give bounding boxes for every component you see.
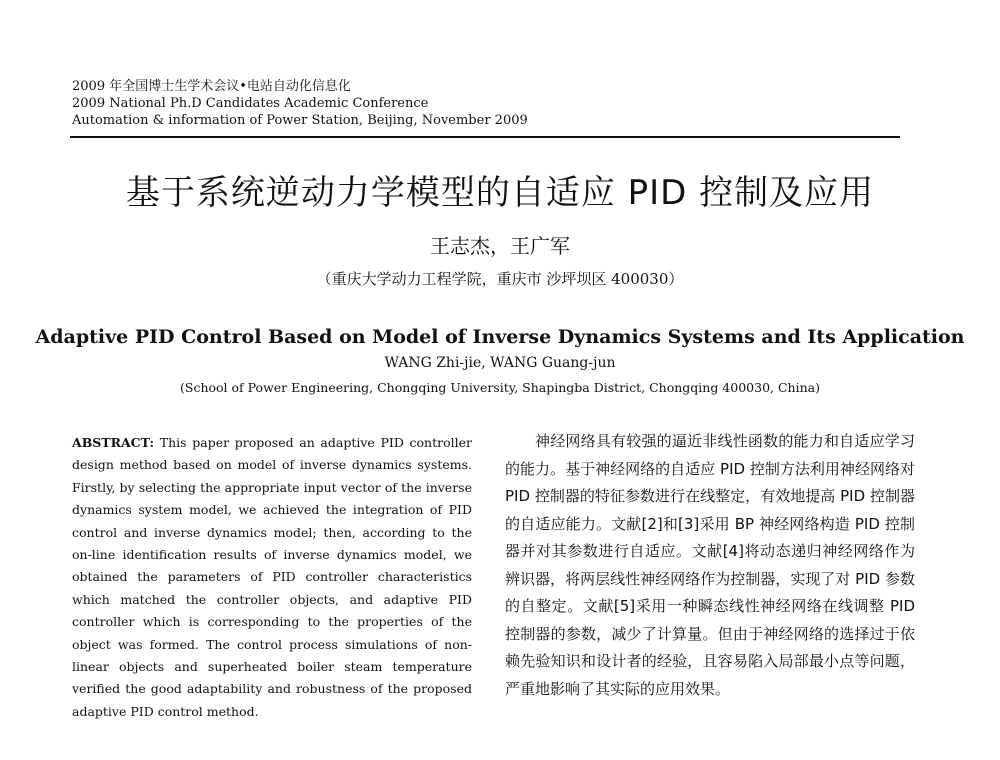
conference-venue: Automation & information of Power Station, Beijing, November 2009 [72, 113, 528, 128]
conference-line-en: 2009 National Ph.D Candidates Academic Conference [72, 96, 429, 111]
paper-title-cn: 基于系统逆动力学模型的自适应 PID 控制及应用 [125, 173, 875, 213]
authors-cn: 王志杰，王广军 [430, 234, 570, 258]
affiliation-cn: （重庆大学动力工程学院，重庆市 沙坪坝区 400030） [316, 270, 684, 288]
abstract [72, 432, 472, 723]
conference-line-cn: 2009 年全国博士生学术会议•电站自动化信息化 [72, 79, 351, 94]
authors-en: WANG Zhi-jie, WANG Guang-jun [384, 355, 616, 371]
conference-header [72, 78, 528, 129]
abstract-text: This paper proposed an adaptive PID controller design method based on model of inverse dynamics systems. Firstly, by selecting the appropriate input vector of the inverse dynamics system model, we achieved the integration of PID control and inverse dynamics model; then, according to the on-line identification results of inverse dynamics model, we obtained the parameters of PID controller characteristics which matched the controller objects, and adaptive PID controller which is corresponding to the properties of the object was formed. The control process simulations of non-linear objects and superheated boiler steam temperature verified the good adaptability and robustness of the proposed adaptive PID control method. [72, 435, 472, 719]
affiliation-en: (School of Power Engineering, Chongqing University, Shapingba District, Chongqing 400030, China) [180, 380, 820, 395]
paper-title-en: Adaptive PID Control Based on Model of Inverse Dynamics Systems and Its Application [35, 326, 965, 348]
header-divider [70, 136, 900, 138]
body-paragraph-cn: 神经网络具有较强的逼近非线性函数的能力和自适应学习的能力。基于神经网络的自适应 PID 控制方法利用神经网络对 PID 控制器的特征参数进行在线整定，有效地提高 PID 控制器的自适应能力。文献[2]和[3]采用 BP 神经网络构造 PID 控制器并对其参数进行自适应。文献[4]将动态递归神经网络作为辨识器，将两层线性神经网络作为控制器，实现了对 PID 参数的自整定。文献[5]采用一种瞬态线性神经网络在线调整 PID 控制器的参数，减少了计算量。但由于神经网络的选择过于依赖先验知识和设计者的经验，且容易陷入局部最小点等问题，严重地影响了其实际的应用效果。 [505, 432, 915, 698]
abstract-label: ABSTRACT: [72, 435, 155, 450]
